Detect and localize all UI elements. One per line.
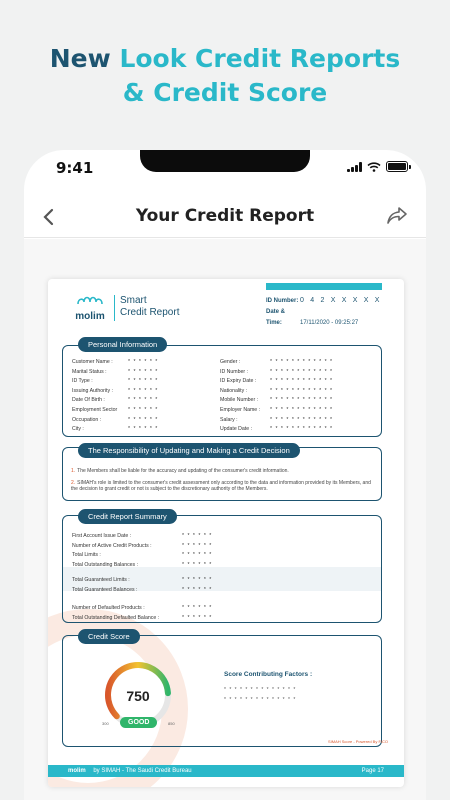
field-value: * * * * * * * * * * * * bbox=[270, 387, 334, 394]
headline-part2: Look Credit Reports bbox=[119, 44, 401, 73]
field-label: Number of Defaulted Products : bbox=[72, 605, 145, 611]
summary-field bbox=[72, 552, 213, 558]
personal-info-title: Personal Information bbox=[78, 337, 167, 352]
field-label: Customer Name : bbox=[72, 359, 113, 365]
field-label: Total Guaranteed Balances : bbox=[72, 586, 138, 593]
field-value: * * * * * * bbox=[182, 542, 213, 549]
molim-logo bbox=[72, 293, 108, 322]
status-time: 9:41 bbox=[56, 159, 94, 177]
field-label: ID Type : bbox=[72, 378, 93, 385]
field-value: * * * * * * bbox=[128, 407, 159, 413]
report-brand bbox=[120, 295, 179, 319]
personal-field bbox=[72, 378, 159, 385]
field-value: * * * * * * bbox=[182, 605, 213, 611]
footer-text: by SIMAH - The Saudi Credit Bureau bbox=[93, 768, 192, 774]
personal-field bbox=[220, 387, 334, 394]
field-label: Employment Sector bbox=[72, 407, 118, 413]
field-label: Update Date : bbox=[220, 426, 253, 433]
personal-field bbox=[72, 426, 159, 433]
field-label: ID Number : bbox=[220, 368, 248, 375]
report-viewer[interactable] bbox=[24, 239, 426, 800]
personal-field bbox=[220, 426, 334, 433]
summary-title: Credit Report Summary bbox=[78, 509, 177, 524]
field-value: * * * * * * bbox=[128, 387, 159, 394]
id-header-bar bbox=[266, 283, 382, 290]
field-label: Employer Name : bbox=[220, 407, 261, 413]
score-factors-title: Score Contributing Factors : bbox=[224, 671, 313, 678]
field-value: * * * * * * bbox=[128, 416, 159, 423]
signal-icon bbox=[347, 162, 362, 172]
id-label: ID Number: bbox=[266, 298, 299, 304]
note-2-num: 2. bbox=[71, 480, 76, 486]
report-id-box bbox=[266, 295, 382, 329]
headline-part1: New bbox=[49, 44, 120, 73]
score-min: 300 bbox=[102, 721, 109, 726]
field-value: * * * * * * bbox=[128, 397, 159, 404]
field-label: ID Expiry Date : bbox=[220, 378, 257, 385]
note-1-text: The Members shall be liable for the accuracy and updating of the consumer's credit information. bbox=[77, 468, 289, 474]
field-value: * * * * * * * * * * * * bbox=[270, 368, 334, 375]
share-icon bbox=[386, 206, 408, 226]
summary-field bbox=[72, 533, 213, 539]
field-label: Salary : bbox=[220, 416, 238, 423]
summary-field bbox=[72, 605, 213, 611]
personal-field bbox=[72, 368, 159, 375]
field-value: * * * * * * * * * * * * bbox=[270, 397, 334, 404]
date-value: 17/11/2020 - 09:25:27 bbox=[300, 320, 359, 326]
id-value: 0 4 2 X X X X X bbox=[300, 297, 382, 304]
field-label: Total Limits : bbox=[72, 552, 101, 558]
summary-field bbox=[72, 614, 213, 621]
personal-field bbox=[220, 407, 334, 413]
field-value: * * * * * * * * * * * * bbox=[270, 359, 334, 365]
note-1 bbox=[71, 468, 371, 474]
field-value: * * * * * * * * * * * * bbox=[270, 416, 334, 423]
personal-field bbox=[220, 368, 334, 375]
headline-line2: & Credit Score bbox=[122, 78, 328, 107]
field-value: * * * * * * bbox=[182, 561, 213, 568]
score-rating-badge: GOOD bbox=[120, 717, 157, 728]
field-label: Gender : bbox=[220, 359, 241, 365]
field-label: Nationality : bbox=[220, 387, 248, 394]
personal-field bbox=[220, 397, 334, 404]
brand-line1: Smart bbox=[120, 295, 147, 306]
personal-field bbox=[72, 416, 159, 423]
field-label: Date Of Birth : bbox=[72, 397, 105, 404]
note-2-text: SIMAH's role is limited to the consumer's credit assessment only according to the data and information provided by its Members, and the decision to grant credit or not is subject to the discretionary authority of the Members. bbox=[71, 480, 371, 492]
score-factor-2: * * * * * * * * * * * * * * bbox=[224, 697, 297, 703]
personal-field bbox=[72, 359, 159, 365]
field-value: * * * * * * bbox=[128, 426, 159, 433]
share-button[interactable] bbox=[386, 206, 410, 230]
logo-mark-icon bbox=[76, 294, 104, 306]
personal-field bbox=[220, 378, 334, 385]
field-value: * * * * * * bbox=[182, 533, 213, 539]
field-value: * * * * * * bbox=[182, 586, 213, 593]
personal-field bbox=[220, 416, 334, 423]
field-label: Marital Status : bbox=[72, 368, 107, 375]
score-max: 850 bbox=[168, 721, 175, 726]
page-number: Page 17 bbox=[361, 768, 384, 774]
field-value: * * * * * * bbox=[182, 552, 213, 558]
field-label: Occupation : bbox=[72, 416, 102, 423]
field-value: * * * * * * bbox=[182, 614, 213, 621]
field-value: * * * * * * * * * * * * bbox=[270, 378, 334, 385]
field-value: * * * * * * bbox=[128, 359, 159, 365]
field-value: * * * * * * bbox=[128, 378, 159, 385]
summary-field bbox=[72, 542, 213, 549]
score-value: 750 bbox=[126, 688, 150, 704]
note-2 bbox=[71, 480, 371, 492]
phone-frame bbox=[24, 150, 426, 800]
page-title: Your Credit Report bbox=[135, 206, 315, 226]
personal-field bbox=[72, 407, 159, 413]
battery-icon bbox=[386, 161, 408, 172]
report-footer bbox=[48, 765, 404, 777]
credit-report-document bbox=[48, 279, 404, 787]
powered-by-text: SIMAH Score - Powered By FICO bbox=[327, 739, 388, 744]
brand-divider bbox=[114, 295, 115, 321]
field-label: Mobile Number : bbox=[220, 397, 259, 404]
summary-field bbox=[72, 561, 213, 568]
nav-bar bbox=[24, 198, 426, 238]
responsibility-title: The Responsibility of Updating and Making a Credit Decision bbox=[78, 443, 300, 458]
footer-logo: molim bbox=[68, 768, 86, 774]
credit-score-title: Credit Score bbox=[78, 629, 140, 644]
field-value: * * * * * * bbox=[182, 577, 213, 583]
summary-field bbox=[72, 577, 213, 583]
brand-line2: Credit Report bbox=[120, 307, 180, 318]
personal-field bbox=[72, 397, 159, 404]
status-icons bbox=[347, 161, 408, 172]
note-1-num: 1. bbox=[71, 468, 76, 474]
field-label: Total Outstanding Defaulted Balance : bbox=[72, 614, 160, 621]
field-value: * * * * * * * * * * * * bbox=[270, 407, 334, 413]
date-label: Date & Time: bbox=[266, 309, 286, 326]
personal-field bbox=[220, 359, 334, 365]
field-label: Issuing Authority : bbox=[72, 387, 113, 394]
summary-field bbox=[72, 586, 213, 593]
field-label: Total Guaranteed Limits : bbox=[72, 577, 130, 583]
field-label: First Account Issue Date : bbox=[72, 533, 132, 539]
promo-headline bbox=[0, 42, 450, 110]
field-label: Number of Active Credit Products : bbox=[72, 542, 152, 549]
score-factor-1: * * * * * * * * * * * * * * bbox=[224, 687, 297, 693]
field-value: * * * * * * * * * * * * bbox=[270, 426, 334, 433]
personal-field bbox=[72, 387, 159, 394]
field-value: * * * * * * bbox=[128, 368, 159, 375]
wifi-icon bbox=[367, 162, 381, 172]
field-label: City : bbox=[72, 426, 84, 433]
phone-notch bbox=[140, 150, 310, 172]
field-label: Total Outstanding Balances : bbox=[72, 561, 139, 568]
logo-text: molim bbox=[75, 311, 105, 322]
